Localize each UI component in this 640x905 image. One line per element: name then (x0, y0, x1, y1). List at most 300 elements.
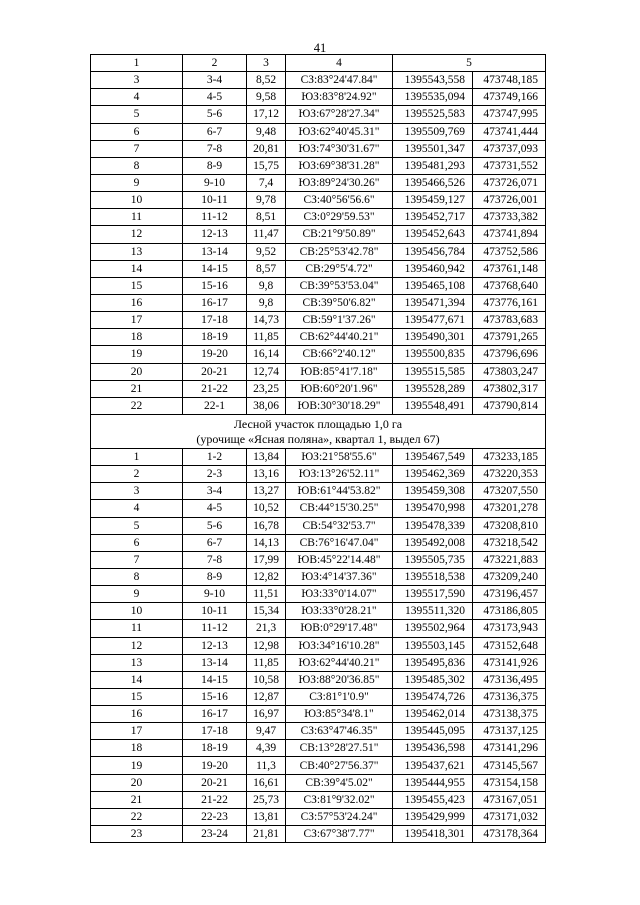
point-number-cell: 22 (91, 397, 183, 414)
coord-x-cell: 1395492,008 (393, 534, 473, 551)
table-row (91, 380, 546, 397)
point-number-cell: 4 (91, 500, 183, 517)
section-heading-row (91, 414, 546, 448)
coord-y-cell: 473186,805 (473, 603, 546, 620)
segment-cell: 22-1 (183, 397, 247, 414)
segment-cell: 22-23 (183, 808, 247, 825)
bearing-cell: ЮВ:45°22'14.48" (286, 551, 393, 568)
header-cell-3: 3 (247, 55, 286, 72)
table-row (91, 791, 546, 808)
bearing-cell: ЮЗ:88°20'36.85" (286, 671, 393, 688)
table-row (91, 157, 546, 174)
table-row (91, 551, 546, 568)
segment-cell: 20-21 (183, 363, 247, 380)
bearing-cell: СВ:59°1'37.26" (286, 312, 393, 329)
bearing-cell: СВ:76°16'47.04" (286, 534, 393, 551)
point-number-cell: 20 (91, 774, 183, 791)
coord-x-cell: 1395509,769 (393, 123, 473, 140)
point-number-cell: 14 (91, 671, 183, 688)
coord-y-cell: 473207,550 (473, 483, 546, 500)
point-number-cell: 15 (91, 688, 183, 705)
length-cell: 16,78 (247, 517, 286, 534)
segment-cell: 7-8 (183, 551, 247, 568)
table-row (91, 466, 546, 483)
point-number-cell: 7 (91, 551, 183, 568)
coord-y-cell: 473747,995 (473, 106, 546, 123)
point-number-cell: 9 (91, 174, 183, 191)
table-row (91, 723, 546, 740)
segment-cell: 16-17 (183, 706, 247, 723)
bearing-cell: ЮЗ:13°26'52.11" (286, 466, 393, 483)
coord-y-cell: 473221,883 (473, 551, 546, 568)
coord-x-cell: 1395459,308 (393, 483, 473, 500)
table-row (91, 243, 546, 260)
bearing-cell: СВ:39°50'6.82" (286, 294, 393, 311)
length-cell: 21,81 (247, 826, 286, 843)
coord-x-cell: 1395485,302 (393, 671, 473, 688)
length-cell: 7,4 (247, 174, 286, 191)
bearing-cell: СВ:13°28'27.51" (286, 740, 393, 757)
coordinates-table (90, 54, 546, 843)
coord-x-cell: 1395543,558 (393, 72, 473, 89)
coord-x-cell: 1395455,423 (393, 791, 473, 808)
coord-x-cell: 1395444,955 (393, 774, 473, 791)
coord-x-cell: 1395500,835 (393, 346, 473, 363)
coord-x-cell: 1395477,671 (393, 312, 473, 329)
coord-y-cell: 473136,495 (473, 671, 546, 688)
segment-cell: 19-20 (183, 757, 247, 774)
length-cell: 9,52 (247, 243, 286, 260)
table-row (91, 106, 546, 123)
table-header-row (91, 55, 546, 72)
bearing-cell: ЮВ:0°29'17.48" (286, 620, 393, 637)
segment-cell: 8-9 (183, 157, 247, 174)
point-number-cell: 10 (91, 603, 183, 620)
coord-x-cell: 1395456,784 (393, 243, 473, 260)
point-number-cell: 4 (91, 89, 183, 106)
table-row (91, 654, 546, 671)
length-cell: 13,16 (247, 466, 286, 483)
point-number-cell: 15 (91, 277, 183, 294)
coord-y-cell: 473208,810 (473, 517, 546, 534)
coord-x-cell: 1395515,585 (393, 363, 473, 380)
table-row (91, 688, 546, 705)
table-row (91, 757, 546, 774)
length-cell: 4,39 (247, 740, 286, 757)
coord-y-cell: 473209,240 (473, 568, 546, 585)
length-cell: 12,82 (247, 568, 286, 585)
coord-y-cell: 473803,247 (473, 363, 546, 380)
segment-cell: 17-18 (183, 312, 247, 329)
length-cell: 9,8 (247, 294, 286, 311)
table-row (91, 329, 546, 346)
bearing-cell: СВ:29°5'4.72" (286, 260, 393, 277)
length-cell: 11,85 (247, 654, 286, 671)
table-row (91, 671, 546, 688)
segment-cell: 2-3 (183, 466, 247, 483)
bearing-cell: ЮВ:61°44'53.82" (286, 483, 393, 500)
coord-y-cell: 473796,696 (473, 346, 546, 363)
point-number-cell: 19 (91, 346, 183, 363)
table-row (91, 826, 546, 843)
bearing-cell: ЮВ:30°30'18.29" (286, 397, 393, 414)
length-cell: 10,58 (247, 671, 286, 688)
segment-cell: 13-14 (183, 654, 247, 671)
length-cell: 12,74 (247, 363, 286, 380)
coord-y-cell: 473233,185 (473, 448, 546, 465)
coord-y-cell: 473136,375 (473, 688, 546, 705)
length-cell: 11,85 (247, 329, 286, 346)
bearing-cell: СВ:40°27'56.37" (286, 757, 393, 774)
point-number-cell: 7 (91, 140, 183, 157)
bearing-cell: СЗ:81°1'0.9" (286, 688, 393, 705)
length-cell: 11,3 (247, 757, 286, 774)
bearing-cell: СВ:39°4'5.02" (286, 774, 393, 791)
segment-cell: 4-5 (183, 500, 247, 517)
segment-cell: 9-10 (183, 174, 247, 191)
segment-cell: 7-8 (183, 140, 247, 157)
table-row (91, 706, 546, 723)
segment-cell: 15-16 (183, 277, 247, 294)
segment-cell: 10-11 (183, 192, 247, 209)
table-row (91, 226, 546, 243)
coord-x-cell: 1395525,583 (393, 106, 473, 123)
length-cell: 13,27 (247, 483, 286, 500)
segment-cell: 4-5 (183, 89, 247, 106)
point-number-cell: 1 (91, 448, 183, 465)
coord-y-cell: 473220,353 (473, 466, 546, 483)
coord-x-cell: 1395466,526 (393, 174, 473, 191)
section-heading (91, 414, 546, 448)
table-row (91, 123, 546, 140)
segment-cell: 13-14 (183, 243, 247, 260)
coord-y-cell: 473768,640 (473, 277, 546, 294)
point-number-cell: 19 (91, 757, 183, 774)
length-cell: 20,81 (247, 140, 286, 157)
coord-x-cell: 1395437,621 (393, 757, 473, 774)
table-row (91, 740, 546, 757)
length-cell: 8,51 (247, 209, 286, 226)
coord-y-cell: 473733,382 (473, 209, 546, 226)
point-number-cell: 11 (91, 209, 183, 226)
table-row (91, 568, 546, 585)
table-row (91, 312, 546, 329)
length-cell: 15,75 (247, 157, 286, 174)
point-number-cell: 17 (91, 723, 183, 740)
segment-cell: 19-20 (183, 346, 247, 363)
point-number-cell: 16 (91, 706, 183, 723)
coord-x-cell: 1395429,999 (393, 808, 473, 825)
coord-x-cell: 1395481,293 (393, 157, 473, 174)
segment-cell: 21-22 (183, 380, 247, 397)
coord-y-cell: 473741,444 (473, 123, 546, 140)
bearing-cell: СЗ:0°29'59.53" (286, 209, 393, 226)
table-row (91, 774, 546, 791)
segment-cell: 15-16 (183, 688, 247, 705)
point-number-cell: 23 (91, 826, 183, 843)
coord-y-cell: 473791,265 (473, 329, 546, 346)
point-number-cell: 9 (91, 586, 183, 603)
coord-y-cell: 473790,814 (473, 397, 546, 414)
segment-cell: 9-10 (183, 586, 247, 603)
length-cell: 16,14 (247, 346, 286, 363)
coord-y-cell: 473726,071 (473, 174, 546, 191)
point-number-cell: 10 (91, 192, 183, 209)
length-cell: 8,52 (247, 72, 286, 89)
bearing-cell: ЮЗ:62°40'45.31" (286, 123, 393, 140)
coord-y-cell: 473178,364 (473, 826, 546, 843)
length-cell: 13,84 (247, 448, 286, 465)
point-number-cell: 6 (91, 123, 183, 140)
segment-cell: 18-19 (183, 740, 247, 757)
segment-cell: 14-15 (183, 260, 247, 277)
point-number-cell: 2 (91, 466, 183, 483)
length-cell: 14,73 (247, 312, 286, 329)
segment-cell: 5-6 (183, 106, 247, 123)
length-cell: 25,73 (247, 791, 286, 808)
segment-cell: 14-15 (183, 671, 247, 688)
bearing-cell: ЮЗ:33°0'14.07" (286, 586, 393, 603)
bearing-cell: ЮЗ:67°28'27.34" (286, 106, 393, 123)
coord-x-cell: 1395518,538 (393, 568, 473, 585)
table-row (91, 534, 546, 551)
coord-x-cell: 1395470,998 (393, 500, 473, 517)
coord-y-cell: 473138,375 (473, 706, 546, 723)
point-number-cell: 21 (91, 380, 183, 397)
length-cell: 14,13 (247, 534, 286, 551)
coord-x-cell: 1395436,598 (393, 740, 473, 757)
coord-x-cell: 1395502,964 (393, 620, 473, 637)
bearing-cell: СЗ:63°47'46.35" (286, 723, 393, 740)
coord-y-cell: 473731,552 (473, 157, 546, 174)
coord-y-cell: 473761,148 (473, 260, 546, 277)
coord-x-cell: 1395535,094 (393, 89, 473, 106)
coord-y-cell: 473218,542 (473, 534, 546, 551)
header-cell-5: 5 (393, 55, 546, 72)
table-row (91, 260, 546, 277)
section-title-line2: (урочище «Ясная поляна», квартал 1, выдел 67) (196, 431, 440, 446)
segment-cell: 17-18 (183, 723, 247, 740)
table-row (91, 174, 546, 191)
coord-x-cell: 1395418,301 (393, 826, 473, 843)
segment-cell: 10-11 (183, 603, 247, 620)
length-cell: 15,34 (247, 603, 286, 620)
length-cell: 10,52 (247, 500, 286, 517)
segment-cell: 23-24 (183, 826, 247, 843)
coord-x-cell: 1395474,726 (393, 688, 473, 705)
bearing-cell: СВ:62°44'40.21" (286, 329, 393, 346)
coord-y-cell: 473802,317 (473, 380, 546, 397)
point-number-cell: 8 (91, 568, 183, 585)
point-number-cell: 8 (91, 157, 183, 174)
point-number-cell: 14 (91, 260, 183, 277)
coord-y-cell: 473776,161 (473, 294, 546, 311)
point-number-cell: 3 (91, 72, 183, 89)
point-number-cell: 3 (91, 483, 183, 500)
bearing-cell: ЮЗ:34°16'10.28" (286, 637, 393, 654)
coord-y-cell: 473752,586 (473, 243, 546, 260)
length-cell: 17,99 (247, 551, 286, 568)
point-number-cell: 13 (91, 654, 183, 671)
bearing-cell: СВ:44°15'30.25" (286, 500, 393, 517)
point-number-cell: 5 (91, 106, 183, 123)
bearing-cell: ЮЗ:89°24'30.26" (286, 174, 393, 191)
coord-y-cell: 473154,158 (473, 774, 546, 791)
table-row (91, 209, 546, 226)
coord-x-cell: 1395490,301 (393, 329, 473, 346)
coord-x-cell: 1395495,836 (393, 654, 473, 671)
bearing-cell: СВ:21°9'50.89" (286, 226, 393, 243)
bearing-cell: СВ:25°53'42.78" (286, 243, 393, 260)
bearing-cell: СЗ:67°38'7.77" (286, 826, 393, 843)
coord-y-cell: 473141,926 (473, 654, 546, 671)
table-row (91, 192, 546, 209)
section-title-line1: Лесной участок площадью 1,0 га (233, 416, 403, 431)
length-cell: 9,78 (247, 192, 286, 209)
coord-y-cell: 473167,051 (473, 791, 546, 808)
header-cell-4: 4 (286, 55, 393, 72)
coord-y-cell: 473137,125 (473, 723, 546, 740)
coord-y-cell: 473145,567 (473, 757, 546, 774)
point-number-cell: 12 (91, 637, 183, 654)
coord-x-cell: 1395548,491 (393, 397, 473, 414)
point-number-cell: 12 (91, 226, 183, 243)
coord-x-cell: 1395465,108 (393, 277, 473, 294)
length-cell: 11,51 (247, 586, 286, 603)
bearing-cell: СВ:54°32'53.7" (286, 517, 393, 534)
coord-x-cell: 1395501,347 (393, 140, 473, 157)
table-row (91, 500, 546, 517)
coord-y-cell: 473196,457 (473, 586, 546, 603)
coord-y-cell: 473741,894 (473, 226, 546, 243)
coord-x-cell: 1395462,014 (393, 706, 473, 723)
coord-x-cell: 1395517,590 (393, 586, 473, 603)
bearing-cell: ЮЗ:83°8'24.92" (286, 89, 393, 106)
segment-cell: 6-7 (183, 534, 247, 551)
length-cell: 9,8 (247, 277, 286, 294)
length-cell: 12,87 (247, 688, 286, 705)
length-cell: 9,48 (247, 123, 286, 140)
segment-cell: 18-19 (183, 329, 247, 346)
table-row (91, 346, 546, 363)
coord-x-cell: 1395528,289 (393, 380, 473, 397)
bearing-cell: СЗ:57°53'24.24" (286, 808, 393, 825)
length-cell: 38,06 (247, 397, 286, 414)
coord-x-cell: 1395505,735 (393, 551, 473, 568)
table-row (91, 517, 546, 534)
length-cell: 8,57 (247, 260, 286, 277)
table-row (91, 483, 546, 500)
point-number-cell: 18 (91, 329, 183, 346)
segment-cell: 12-13 (183, 637, 247, 654)
length-cell: 17,12 (247, 106, 286, 123)
length-cell: 23,25 (247, 380, 286, 397)
segment-cell: 11-12 (183, 620, 247, 637)
table-row (91, 277, 546, 294)
bearing-cell: ЮЗ:62°44'40.21" (286, 654, 393, 671)
segment-cell: 1-2 (183, 448, 247, 465)
coord-y-cell: 473173,943 (473, 620, 546, 637)
segment-cell: 6-7 (183, 123, 247, 140)
segment-cell: 3-4 (183, 483, 247, 500)
bearing-cell: ЮЗ:69°38'31.28" (286, 157, 393, 174)
coord-y-cell: 473152,648 (473, 637, 546, 654)
coord-x-cell: 1395511,320 (393, 603, 473, 620)
coord-y-cell: 473726,001 (473, 192, 546, 209)
table-row (91, 397, 546, 414)
coord-y-cell: 473749,166 (473, 89, 546, 106)
bearing-cell: ЮВ:60°20'1.96" (286, 380, 393, 397)
table-row (91, 140, 546, 157)
point-number-cell: 20 (91, 363, 183, 380)
coord-y-cell: 473171,032 (473, 808, 546, 825)
bearing-cell: СВ:39°53'53.04" (286, 277, 393, 294)
segment-cell: 11-12 (183, 209, 247, 226)
length-cell: 9,47 (247, 723, 286, 740)
coord-y-cell: 473141,296 (473, 740, 546, 757)
page-number: 41 (313, 41, 327, 55)
table-row (91, 448, 546, 465)
bearing-cell: ЮЗ:4°14'37.36" (286, 568, 393, 585)
bearing-cell: ЮЗ:33°0'28.21" (286, 603, 393, 620)
coord-x-cell: 1395460,942 (393, 260, 473, 277)
coord-y-cell: 473748,185 (473, 72, 546, 89)
segment-cell: 8-9 (183, 568, 247, 585)
point-number-cell: 21 (91, 791, 183, 808)
length-cell: 16,61 (247, 774, 286, 791)
point-number-cell: 22 (91, 808, 183, 825)
coordinates-table-body (91, 55, 546, 843)
bearing-cell: ЮЗ:74°30'31.67" (286, 140, 393, 157)
coord-x-cell: 1395459,127 (393, 192, 473, 209)
coord-x-cell: 1395471,394 (393, 294, 473, 311)
bearing-cell: СВ:66°2'40.12" (286, 346, 393, 363)
length-cell: 13,81 (247, 808, 286, 825)
point-number-cell: 11 (91, 620, 183, 637)
segment-cell: 12-13 (183, 226, 247, 243)
bearing-cell: ЮЗ:85°34'8.1" (286, 706, 393, 723)
bearing-cell: ЮЗ:21°58'55.6" (286, 448, 393, 465)
bearing-cell: СЗ:81°9'32.02" (286, 791, 393, 808)
length-cell: 16,97 (247, 706, 286, 723)
segment-cell: 20-21 (183, 774, 247, 791)
segment-cell: 3-4 (183, 72, 247, 89)
coord-x-cell: 1395452,717 (393, 209, 473, 226)
coord-x-cell: 1395452,643 (393, 226, 473, 243)
coord-x-cell: 1395478,339 (393, 517, 473, 534)
table-row (91, 603, 546, 620)
segment-cell: 21-22 (183, 791, 247, 808)
header-cell-2: 2 (183, 55, 247, 72)
bearing-cell: ЮВ:85°41'7.18" (286, 363, 393, 380)
coord-y-cell: 473201,278 (473, 500, 546, 517)
length-cell: 21,3 (247, 620, 286, 637)
table-row (91, 586, 546, 603)
point-number-cell: 18 (91, 740, 183, 757)
coord-x-cell: 1395503,145 (393, 637, 473, 654)
table-row (91, 294, 546, 311)
point-number-cell: 6 (91, 534, 183, 551)
coord-y-cell: 473737,093 (473, 140, 546, 157)
coord-x-cell: 1395462,369 (393, 466, 473, 483)
table-row (91, 89, 546, 106)
segment-cell: 5-6 (183, 517, 247, 534)
point-number-cell: 13 (91, 243, 183, 260)
segment-cell: 16-17 (183, 294, 247, 311)
coord-x-cell: 1395467,549 (393, 448, 473, 465)
length-cell: 11,47 (247, 226, 286, 243)
bearing-cell: СЗ:40°56'56.6" (286, 192, 393, 209)
